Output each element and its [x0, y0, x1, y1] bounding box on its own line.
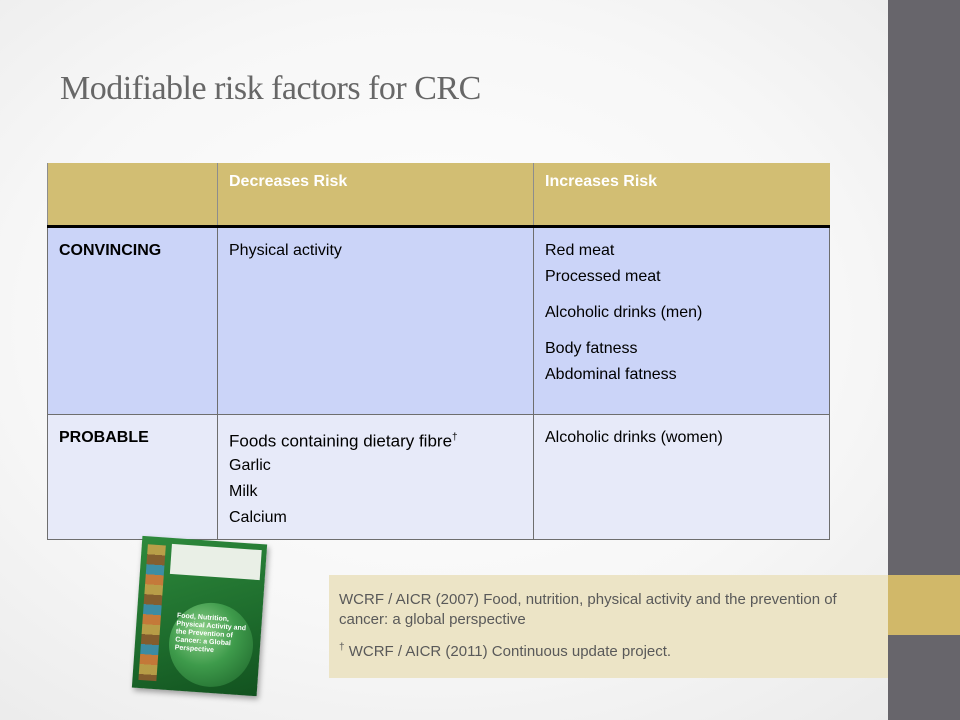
list-item: Alcoholic drinks (men): [545, 304, 703, 321]
list-item: Milk: [229, 482, 258, 500]
cell-probable-increases: [534, 415, 830, 540]
cell-convincing-decreases: [218, 227, 534, 415]
reference-2007: WCRF / AICR (2007) Food, nutrition, physical activity and the prevention of cancer: a global perspective: [339, 591, 837, 628]
list-item: [229, 427, 522, 453]
side-accent-block: [888, 575, 960, 635]
row-label-convincing: CONVINCING: [48, 227, 218, 415]
cover-title: Food, Nutrition, Physical Activity and the Prevention of Cancer: a Global Perspective: [174, 612, 247, 655]
list-item: Alcoholic drinks (women): [545, 429, 723, 446]
list-item: Red meat: [545, 242, 615, 259]
cover-logo-band: [170, 544, 262, 580]
reference-2011-text: WCRF / AICR (2011) Continuous update project.: [344, 643, 672, 660]
cover-photo-strip: [138, 544, 165, 681]
list-item: Garlic: [229, 456, 271, 474]
list-item: Abdominal fatness: [545, 366, 677, 383]
table-row-probable: [48, 415, 830, 540]
fibre-text: Foods containing dietary fibre: [229, 431, 453, 451]
table-header-empty: [48, 163, 218, 227]
reference-2011: [339, 638, 878, 662]
dagger-mark: †: [339, 642, 345, 653]
reference-box: [329, 575, 888, 678]
slide-title: Modifiable risk factors for CRC: [60, 70, 481, 107]
cell-convincing-increases: [534, 227, 830, 415]
table-header-decreases: Decreases Risk: [218, 163, 534, 227]
table-header-row: [48, 163, 830, 227]
risk-factor-table: [47, 163, 830, 540]
list-item: Calcium: [229, 508, 287, 526]
cell-probable-decreases: [218, 415, 534, 540]
row-label-probable: PROBABLE: [48, 415, 218, 540]
dagger-mark: †: [452, 432, 458, 443]
report-cover-image: [132, 536, 267, 696]
list-item: Physical activity: [229, 242, 342, 259]
table-row-convincing: [48, 227, 830, 415]
list-item: Body fatness: [545, 340, 638, 357]
list-item: Processed meat: [545, 268, 661, 285]
table-header-increases: Increases Risk: [534, 163, 830, 227]
